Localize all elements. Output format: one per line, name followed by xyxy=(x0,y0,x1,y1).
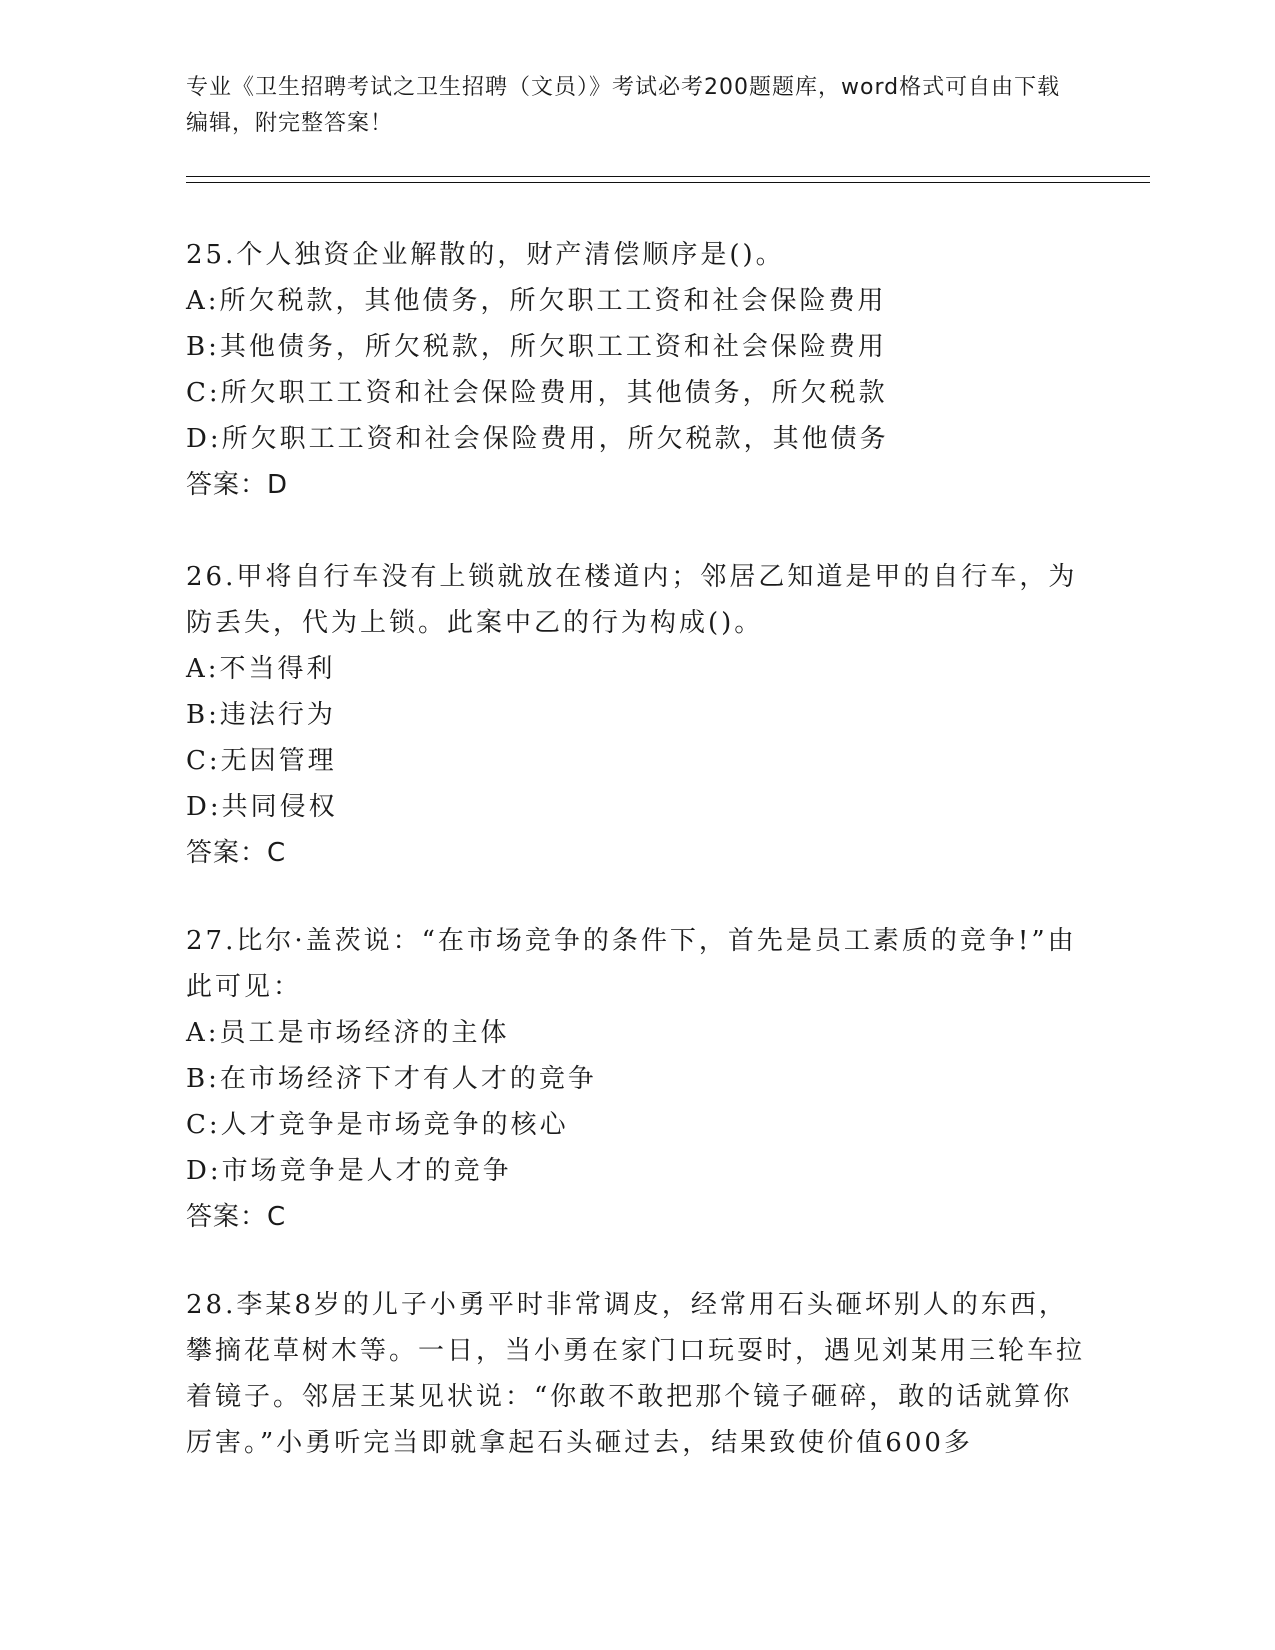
answer: 答案：D xyxy=(186,470,289,500)
question-27 xyxy=(186,918,1086,1240)
header-divider-bottom xyxy=(186,182,1150,183)
option-d: D:所欠职工工资和社会保险费用，所欠税款，其他债务 xyxy=(186,424,889,454)
option-d: D:市场竞争是人才的竞争 xyxy=(186,1156,512,1186)
option-a: A:不当得利 xyxy=(186,654,336,684)
option-d: D:共同侵权 xyxy=(186,792,338,822)
option-c: C:所欠职工工资和社会保险费用，其他债务，所欠税款 xyxy=(186,378,888,408)
option-b: B:在市场经济下才有人才的竞争 xyxy=(186,1064,597,1094)
option-b: B:违法行为 xyxy=(186,700,336,730)
document-header: 专业《卫生招聘考试之卫生招聘（文员）》考试必考200题题库，word格式可自由下载编辑，附完整答案！ xyxy=(186,75,1061,136)
option-a: A:所欠税款，其他债务，所欠职工工资和社会保险费用 xyxy=(186,286,887,316)
answer: 答案：C xyxy=(186,838,287,868)
question-stem: 25.个人独资企业解散的，财产清偿顺序是()。 xyxy=(186,240,785,270)
question-28 xyxy=(186,1282,1086,1466)
question-stem: 26.甲将自行车没有上锁就放在楼道内；邻居乙知道是甲的自行车，为防丢失，代为上锁。此案中乙的行为构成()。 xyxy=(186,562,1078,638)
question-stem: 28.李某8岁的儿子小勇平时非常调皮，经常用石头砸坏别人的东西，攀摘花草树木等。一日，当小勇在家门口玩耍时，遇见刘某用三轮车拉着镜子。邻居王某见状说：“你敢不敢把那个镜子砸碎，敢的话就算你厉害。”小勇听完当即就拿起石头砸过去，结果致使价值600多 xyxy=(186,1290,1086,1458)
question-25 xyxy=(186,232,1086,508)
answer: 答案：C xyxy=(186,1202,287,1232)
option-a: A:员工是市场经济的主体 xyxy=(186,1018,510,1048)
option-c: C:人才竞争是市场竞争的核心 xyxy=(186,1110,569,1140)
question-26 xyxy=(186,554,1086,876)
option-c: C:无因管理 xyxy=(186,746,337,776)
header-divider-top xyxy=(186,176,1150,177)
option-b: B:其他债务，所欠税款，所欠职工工资和社会保险费用 xyxy=(186,332,887,362)
question-stem: 27.比尔·盖茨说：“在市场竞争的条件下，首先是员工素质的竞争!”由此可见： xyxy=(186,926,1077,1002)
